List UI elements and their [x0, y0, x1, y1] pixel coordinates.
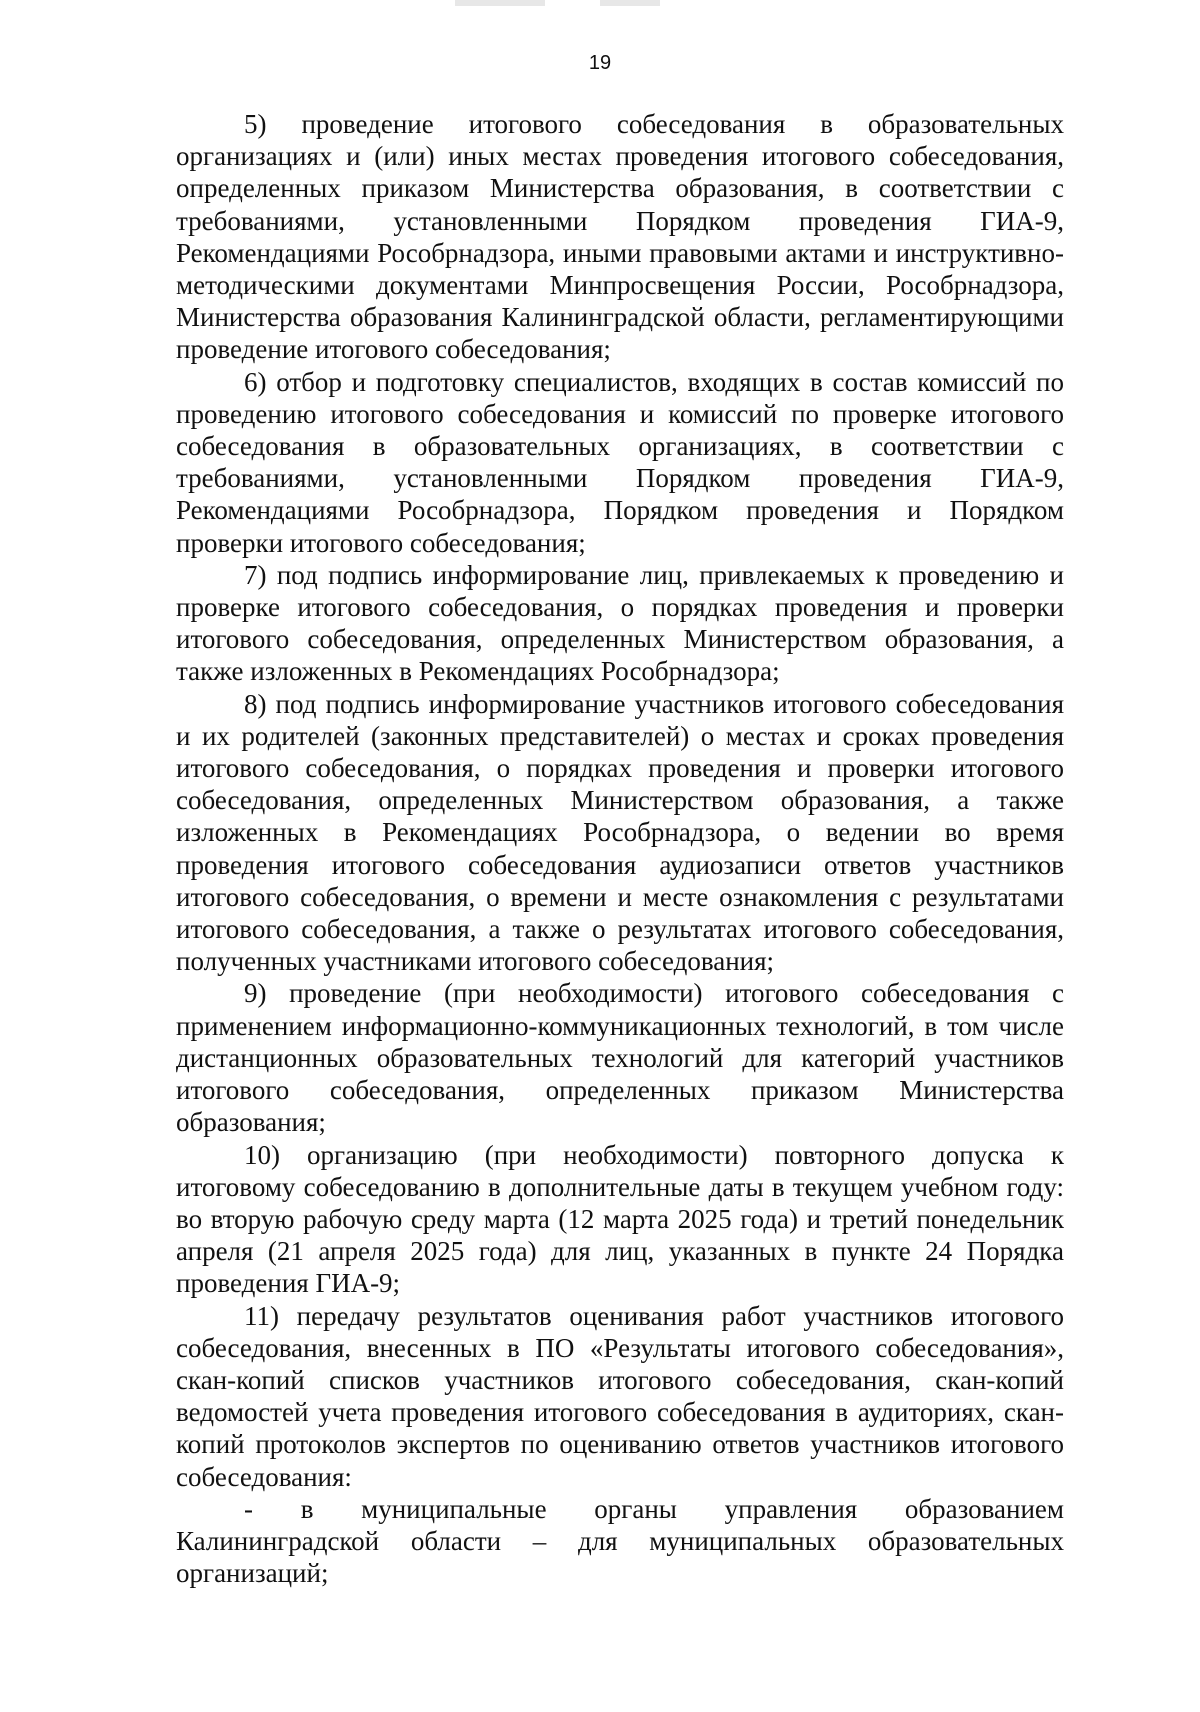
scan-artifact: [600, 0, 660, 6]
paragraph-subitem-municipal: - в муниципальные органы управления образованием Калининградской области – для муниципальных образовательных организаций;: [176, 1493, 1064, 1589]
paragraph-item-11: 11) передачу результатов оценивания работ участников итогового собеседования, внесенных в ПО «Результаты итогового собеседования», скан-копий списков участников итогового собеседования, скан-копий ведомостей учета проведения итогового собеседования в аудиториях, скан-копий протоколов экспертов по оцениванию ответов участников итогового собеседования:: [176, 1300, 1064, 1492]
paragraph-item-8: 8) под подпись информирование участников итогового собеседования и их родителей (законных представителей) о местах и сроках проведения итогового собеседования, о порядках проведения и проверки итогового собеседования, определенных Министерством образования, а также изложенных в Рекомендациях Рособрнадзора, о ведении во время проведения итогового собеседования аудиозаписи ответов участников итогового собеседования, о времени и месте ознакомления с результатами итогового собеседования, а также о результатах итогового собеседования, полученных участниками итогового собеседования;: [176, 688, 1064, 977]
paragraph-item-7: 7) под подпись информирование лиц, привлекаемых к проведению и проверке итогового собеседования, о порядках проведения и проверки итогового собеседования, определенных Министерством образования, а также изложенных в Рекомендациях Рособрнадзора;: [176, 559, 1064, 687]
paragraph-item-9: 9) проведение (при необходимости) итогового собеседования с применением информационно-коммуникационных технологий, в том числе дистанционных образовательных технологий для категорий участников итогового собеседования, определенных приказом Министерства образования;: [176, 978, 1064, 1138]
document-body: [176, 108, 1064, 1589]
page-number: 19: [588, 52, 612, 74]
paragraph-item-10: 10) организацию (при необходимости) повторного допуска к итоговому собеседованию в дополнительные даты в текущем учебном году: во вторую рабочую среду марта (12 марта 2025 года) и третий понедельник апреля (21 апреля 2025 года) для лиц, указанных в пункте 24 Порядка проведения ГИА-9;: [176, 1139, 1064, 1299]
paragraph-item-5: 5) проведение итогового собеседования в образовательных организациях и (или) иных местах проведения итогового собеседования, определенных приказом Министерства образования, в соответствии с требованиями, установленными Порядком проведения ГИА-9, Рекомендациями Рособрнадзора, иными правовыми актами и инструктивно-методическими документами Минпросвещения России, Рособрнадзора, Министерства образования Калининградской области, регламентирующими проведение итогового собеседования;: [176, 109, 1064, 365]
paragraph-item-6: 6) отбор и подготовку специалистов, входящих в состав комиссий по проведению итогового собеседования и комиссий по проверке итогового собеседования в образовательных организациях, в соответствии с требованиями, установленными Порядком проведения ГИА-9, Рекомендациями Рособрнадзора, Порядком проведения и Порядком проверки итогового собеседования;: [176, 366, 1064, 558]
scan-artifact: [455, 0, 545, 6]
